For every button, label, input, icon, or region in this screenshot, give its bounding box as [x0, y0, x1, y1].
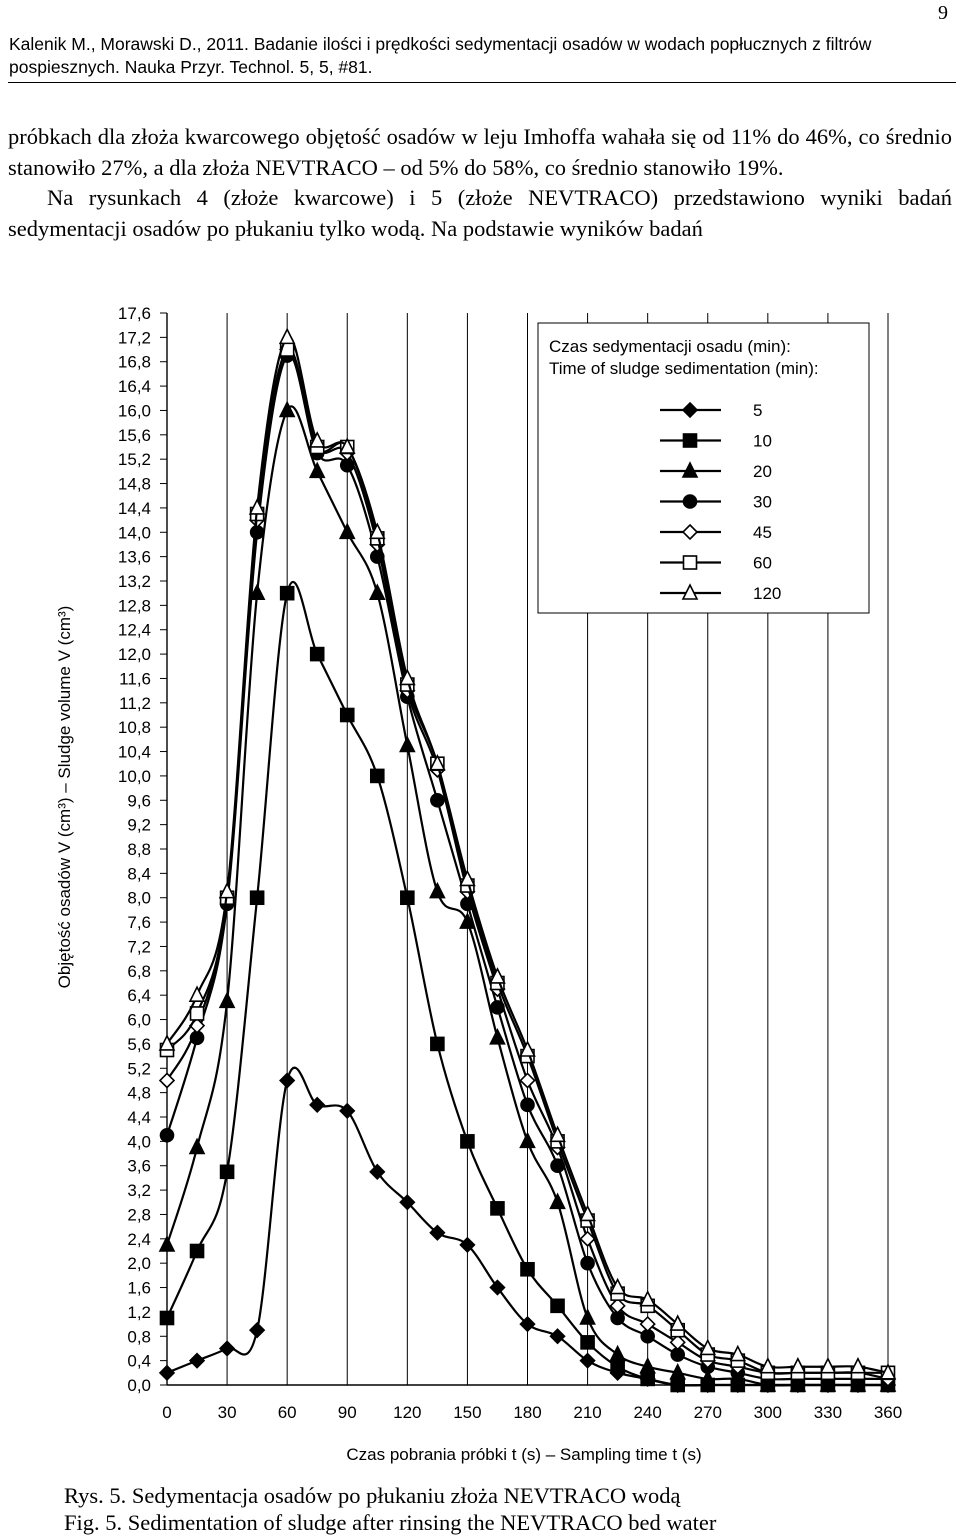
x-tick-label: 360 [873, 1403, 903, 1422]
y-tick-label: 5,2 [127, 1059, 151, 1079]
y-tick-label: 12,0 [117, 645, 151, 665]
data-point [611, 1360, 624, 1373]
data-point [190, 987, 204, 1001]
data-point [684, 434, 697, 447]
data-point [281, 587, 294, 600]
data-point [310, 463, 324, 477]
data-point [581, 1310, 595, 1324]
y-tick-label: 8,0 [127, 888, 151, 908]
y-tick-label: 17,2 [117, 328, 151, 348]
y-tick-label: 10,0 [117, 766, 151, 786]
data-point [521, 1263, 534, 1276]
data-point [611, 1347, 625, 1361]
y-tick-label: 12,4 [117, 620, 151, 640]
legend-label: 5 [753, 401, 763, 420]
y-tick-label: 7,2 [127, 937, 151, 957]
data-point [461, 1135, 474, 1148]
y-tick-label: 4,8 [127, 1083, 151, 1103]
data-point [521, 1133, 535, 1147]
y-tick-label: 14,8 [117, 474, 151, 494]
data-point [581, 1257, 594, 1270]
data-point [190, 1354, 204, 1368]
data-point [551, 1299, 564, 1312]
data-point [430, 884, 444, 898]
y-tick-label: 0,0 [127, 1376, 151, 1395]
data-point [280, 402, 294, 416]
x-tick-label: 150 [453, 1403, 482, 1422]
data-point [190, 1139, 204, 1153]
sedimentation-chart [0, 290, 960, 1475]
y-tick-label: 9,6 [127, 791, 151, 811]
data-point [280, 329, 294, 343]
y-tick-label: 10,4 [117, 742, 151, 762]
y-tick-label: 10,8 [117, 718, 151, 738]
body-paragraph-1: próbkach dla złoża kwarcowego objętość osadów w leju Imhoffa wahała się od 11% do 46%, co średnio stanowiło 27%, a dla złoża NEVTRACO – od 5% do 58%, co średnio stanowiło 19%. [8, 124, 952, 180]
data-point [220, 1341, 234, 1355]
x-tick-label: 180 [513, 1403, 542, 1422]
x-tick-label: 300 [753, 1403, 783, 1422]
y-tick-label: 13,6 [117, 547, 151, 567]
data-point [521, 1073, 535, 1087]
x-tick-label: 0 [162, 1403, 172, 1422]
data-point [161, 1312, 174, 1325]
page-number: 9 [938, 2, 948, 24]
data-point [641, 1372, 654, 1385]
y-tick-label: 3,2 [127, 1181, 151, 1201]
legend-label: 30 [753, 492, 772, 512]
x-axis-label: Czas pobrania próbki t (s) – Sampling time t (s) [346, 1445, 702, 1464]
data-point [401, 891, 414, 904]
data-point [311, 648, 324, 661]
y-axis-label: Objętość osadów V (cm³) – Sludge volume V (cm³) [55, 605, 74, 989]
body-text [8, 122, 952, 244]
legend-label: 45 [753, 523, 772, 542]
y-tick-label: 16,8 [117, 352, 151, 372]
y-tick-label: 8,4 [127, 864, 151, 884]
data-point [491, 1202, 504, 1215]
x-tick-label: 270 [693, 1403, 722, 1422]
data-point [160, 1366, 174, 1380]
data-point [671, 1379, 684, 1392]
data-point [684, 495, 697, 508]
caption-polish: Rys. 5. Sedymentacja osadów po płukaniu złoża NEVTRACO wodą [64, 1483, 681, 1508]
y-tick-label: 1,6 [127, 1278, 151, 1298]
y-tick-label: 15,6 [117, 425, 151, 445]
y-tick-label: 12,8 [117, 596, 151, 616]
y-tick-label: 17,6 [117, 304, 151, 323]
data-point [221, 1165, 234, 1178]
y-tick-label: 13,2 [117, 572, 151, 591]
x-tick-label: 210 [573, 1403, 602, 1422]
data-point [490, 1030, 504, 1044]
data-point [431, 794, 444, 807]
y-tick-label: 15,2 [117, 450, 151, 470]
data-point [160, 1073, 174, 1087]
y-tick-label: 14,0 [117, 523, 151, 543]
y-tick-label: 2,0 [127, 1254, 151, 1274]
legend-label: 120 [753, 584, 782, 603]
x-tick-label: 330 [813, 1403, 843, 1422]
y-tick-label: 6,8 [127, 961, 151, 981]
y-tick-label: 4,0 [127, 1132, 151, 1152]
data-point [191, 1007, 204, 1020]
data-point [161, 1129, 174, 1142]
figure-caption [64, 1482, 716, 1536]
legend-label: 20 [753, 462, 772, 481]
y-tick-label: 16,4 [117, 377, 151, 397]
x-tick-label: 120 [393, 1403, 422, 1422]
data-point [431, 1037, 444, 1050]
y-tick-label: 2,8 [127, 1205, 151, 1225]
data-point [581, 1336, 594, 1349]
caption-english: Fig. 5. Sedimentation of sludge after rinsing the NEVTRACO bed water [64, 1510, 717, 1535]
data-point [220, 993, 234, 1007]
data-point [551, 1329, 565, 1343]
x-tick-label: 240 [633, 1403, 662, 1422]
x-tick-label: 60 [277, 1403, 297, 1422]
data-point [251, 891, 264, 904]
data-point [280, 1073, 294, 1087]
legend-title: Czas sedymentacji osadu (min): [549, 337, 791, 356]
data-point [191, 1245, 204, 1258]
y-tick-label: 11,6 [119, 669, 151, 689]
x-tick-label: 90 [337, 1403, 357, 1422]
data-point [521, 1098, 534, 1111]
y-tick-label: 3,6 [127, 1156, 151, 1176]
y-tick-label: 14,4 [117, 498, 151, 518]
header-rule [8, 82, 956, 83]
data-point [641, 1317, 655, 1331]
y-tick-label: 0,4 [127, 1351, 151, 1371]
data-point [581, 1354, 595, 1368]
data-point [340, 524, 354, 538]
y-tick-label: 4,4 [127, 1108, 151, 1127]
y-tick-label: 8,8 [127, 840, 151, 859]
y-tick-label: 2,4 [127, 1229, 151, 1249]
data-point [370, 585, 384, 599]
running-header: Kalenik M., Morawski D., 2011. Badanie ilości i prędkości sedymentacji osadów w wodach popłucznych z filtrów pospiesznych. Nauka Przyr. Technol. 5, 5, #81. [9, 34, 872, 77]
y-tick-label: 6,4 [127, 986, 151, 1006]
data-point [341, 709, 354, 722]
legend-label: 60 [753, 553, 772, 573]
y-tick-label: 7,6 [127, 913, 151, 933]
legend-label: 10 [753, 431, 772, 451]
x-tick-label: 30 [217, 1403, 237, 1422]
y-tick-label: 1,2 [127, 1302, 151, 1322]
y-tick-label: 6,0 [127, 1010, 151, 1030]
body-paragraph-2: Na rysunkach 4 (złoże kwarcowe) i 5 (złoże NEVTRACO) przedstawiono wyniki badań sedymentacji osadów po płukaniu tylko wodą. Na podstawie wyników badań [8, 185, 952, 241]
data-point [551, 1194, 565, 1208]
y-tick-label: 5,6 [127, 1034, 151, 1054]
data-point [250, 1323, 264, 1337]
data-point [684, 556, 697, 569]
data-point [400, 737, 414, 751]
y-tick-label: 9,2 [127, 815, 151, 835]
chart-legend [538, 323, 869, 613]
legend-title: Time of sludge sedimentation (min): [549, 359, 819, 378]
y-tick-label: 11,2 [119, 693, 151, 713]
data-point [371, 769, 384, 782]
y-tick-label: 0,8 [127, 1327, 151, 1347]
y-tick-label: 16,0 [117, 401, 151, 421]
